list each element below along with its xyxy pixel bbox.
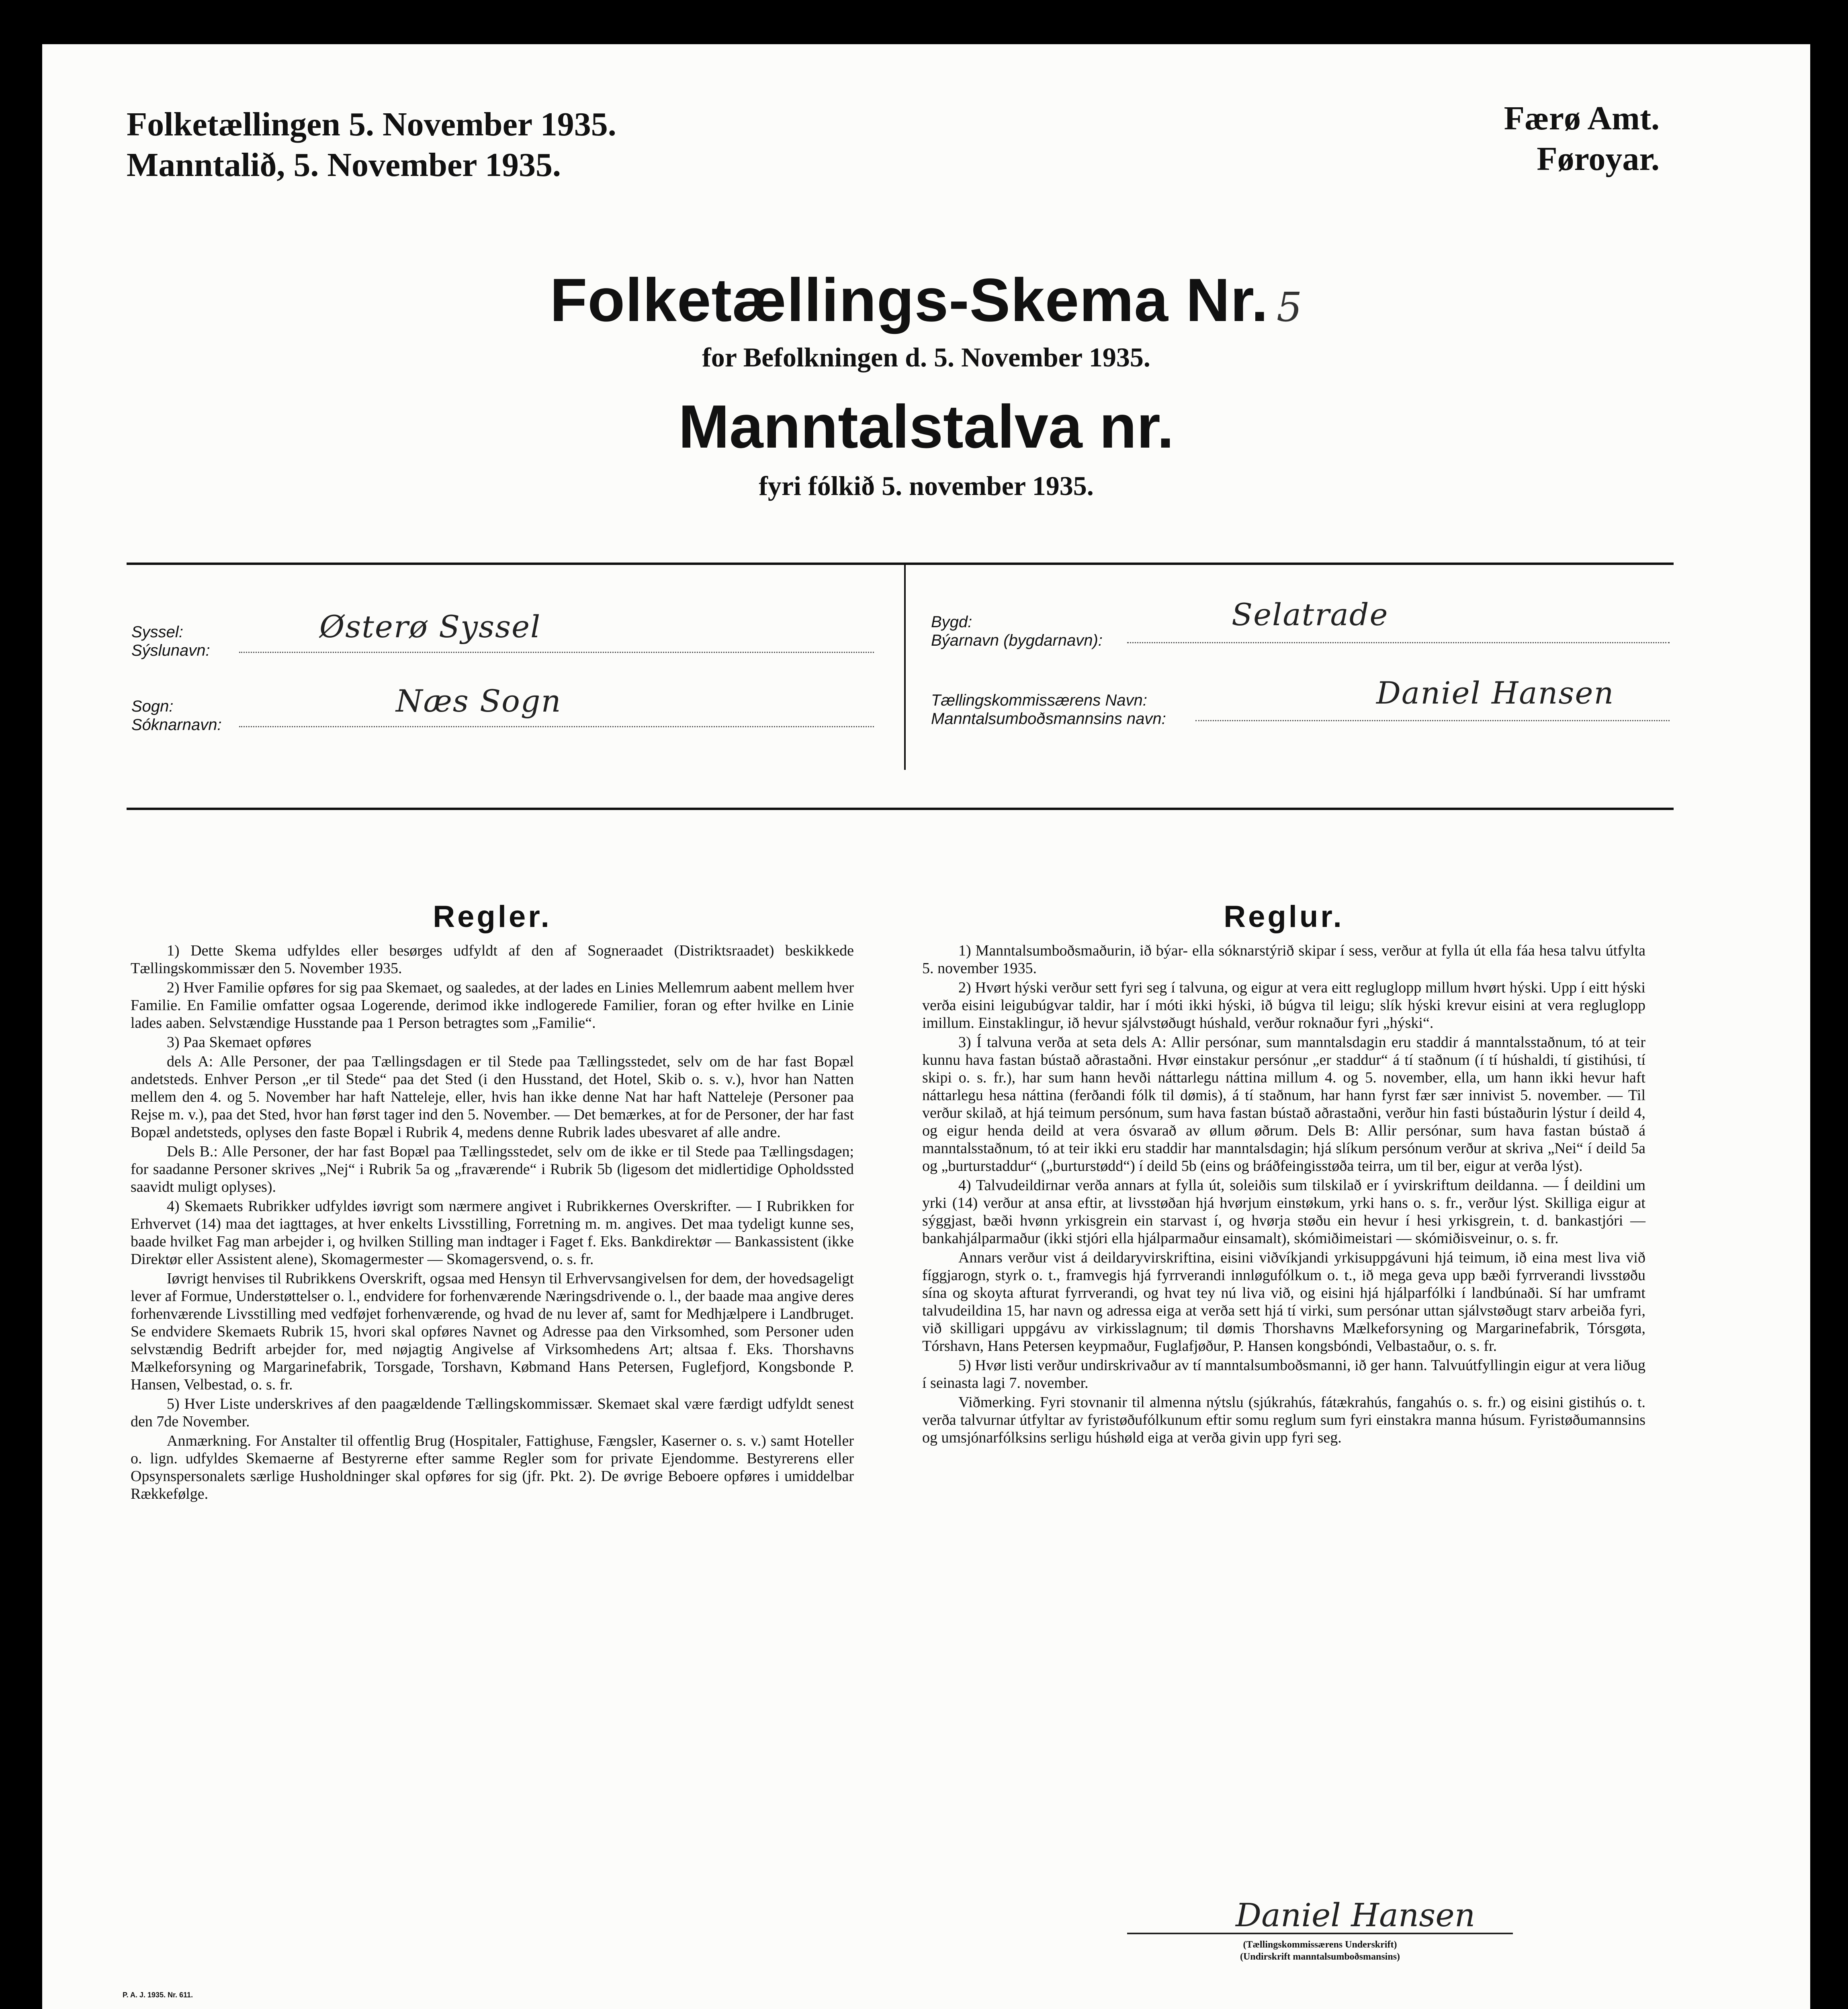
regler-paragraph: Iøvrigt henvises til Rubrikkens Overskrift, ogsaa med Hensyn til Erhvervsangivelsen for dem, der hovedsageligt lever af Formue, Understøttelser o. l., endvidere for forhenværende Næringsdrivende o. l., der baade maa angive deres forhenværende Livsstilling med vedføjet forhenværende, og hvad de nu lever af, samt for Medhjælpere i Landbruget. Se endvidere Skemaets Rubrik 15, hvori skal opføres Navnet og Adresse paa den Virksomhed, som Personer uden selvstændig Bedrift arbejder for, med nøjagtig Angivelse af Virksomhedens Art; altsaa f. Eks. Thorshavns Mælkeforsyning og Margarinefabrik, Torsgade, Torshavn, Købmand Hans Petersen, Fuglefjord, Kongsbonde P. Hansen, Velbestad, o. s. fr. (131, 1270, 854, 1393)
reglur-paragraph: 5) Hvør listi verður undirskrivaður av tí manntalsumboðsmanni, ið ger hann. Talvuútfyllingin eigur at vera liðug í seinasta lagi 7. november. (922, 1357, 1645, 1391)
regler-heading: Regler. (433, 900, 552, 934)
header-left (127, 104, 616, 186)
header-left-line1: Folketællingen 5. November 1935. (127, 106, 616, 143)
regler-paragraph: Anmærkning. For Anstalter til offentlig Brug (Hospitaler, Fattighuse, Fængsler, Kaserner o. s. v.) samt Hoteller o. lign. udfyldes Skemaerne af Bestyrerne efter samme Regler som for private Ejendomme. Bestyrerens eller Opsynspersonalets særlige Husholdninger skal opføres for sig (jfr. Pkt. 2). De øvrige Beboere opføres i umiddelbar Rækkefølge. (131, 1432, 854, 1502)
manntal-subtitle: fyri fólkið 5. november 1935. (759, 471, 1094, 501)
signature-handwritten: Daniel Hansen (1236, 1896, 1476, 1934)
header-right-line1: Færø Amt. (1504, 100, 1660, 137)
syssel-value: Østerø Syssel (319, 609, 541, 644)
regler-paragraph: Dels B.: Alle Personer, der har fast Bopæl paa Tællingsstedet, selv om de ikke er til Stede paa Tællingsdagen; for saadanne Personer skrives „Nej“ i Rubrik 5a og „fraværende“ i Rubrik 5b (ligesom det midlertidige Opholdssted saavidt muligt oplyses). (131, 1143, 854, 1195)
kommissaer-value: Daniel Hansen (1376, 675, 1615, 711)
syssel-line (239, 652, 874, 653)
regler-paragraph: 2) Hver Familie opføres for sig paa Skemaet, og saaledes, at der lades en Linies Mellemrum aabent mellem hver Familie. En Familie omfatter ogsaa Logerende, derimod ikke indlogerede Familier, foran og efter hvilke en Linie lades aaben. Selvstændige Husstande paa 1 Person betragtes som „Familie“. (131, 979, 854, 1031)
census-form-page (42, 44, 1810, 2009)
reglur-paragraph: Viðmerking. Fyri stovnanir til almenna nýtslu (sjúkrahús, fátækrahús, fangahús o. s. fr.) og eisini gistihús o. t. verða talvurnar útfyltar av fyristøðufólkunum eftir somu reglum sum fyri einstakra manna húsum. Fyristøðumannsins og umsjónarfólksins serligu húshøld eiga at verða givin upp fyri seg. (922, 1394, 1645, 1446)
schema-subtitle: for Befolkningen d. 5. November 1935. (702, 342, 1150, 372)
signature-caption: (Tællingskommissærens Underskrift) (Undirskrift manntalsumboðsmansins) (1240, 1939, 1400, 1962)
kommissaer-line (1195, 720, 1670, 721)
center-divider (904, 565, 906, 770)
signature-line (1127, 1933, 1513, 1934)
printer-mark: P. A. J. 1935. Nr. 611. (123, 1991, 193, 1999)
reglur-paragraph: 1) Manntalsumboðsmaðurin, ið býar- ella sóknarstýrið skipar í sess, verður at fylla út ella fáa hesa talvu útfylta 5. november 1935. (922, 942, 1645, 977)
regler-paragraph: dels A: Alle Personer, der paa Tællingsdagen er til Stede paa Tællingsstedet, selv om de har fast Bopæl andetsteds. Enhver Person „er til Stede“ paa det Sted (i den Husstand, det Hotel, Skib o. s. v.), hvor han Natten mellem den 4. og 5. November har haft Natteleje, eller, hvis han ikke denne Nat har haft Natteleje (Personer paa Rejse m. v.), paa det Sted, hvor han først tager ind den 5. November. — Det bemærkes, at for de Personer, der har fast Bopæl andetsteds, oplyses den faste Bopæl i Rubrik 4, medens denne Rubrik lades ubesvaret af alle andre. (131, 1053, 854, 1141)
regler-paragraph: 1) Dette Skema udfyldes eller besørges udfyldt af den af Sogneraadet (Distriktsraadet) beskikkede Tællingskommissær den 5. November 1935. (131, 942, 854, 977)
regler-paragraph: 3) Paa Skemaet opføres (167, 1034, 311, 1051)
reglur-column (922, 900, 1645, 1448)
regler-paragraph: 4) Skemaets Rubrikker udfyldes iøvrigt som nærmere angivet i Rubrikkernes Overskrifter. — I Rubrikken for Erhvervet (14) maa det iagttages, at hver enkelts Livsstilling, Forretning m. m. angives. Det maa tydeligt kunne ses, baade hvilket Fag man arbejder i, og hvilken Stilling man indtager i Faget f. Eks. Bankdirektør — Bankassistent (ikke Direktør eller Assistent alene), Skomagermester — Skomagersvend, o. s. fr. (131, 1198, 854, 1268)
sogn-line (239, 726, 874, 727)
reglur-paragraph: 4) Talvudeildirnar verða annars at fylla út, soleiðis sum tilskilað er í yvirskriftum deildanna. — Í deildini um yrki (14) verður at ansa eftir, at livsstøðan hjá hvørjum einstøkum, yrki hans o. s. fr., verður lýst. Skilliga eigur at sýggjast, bæði hvønn yrkisgrein ein starvast í, og hvørja støðu ein hevur í hesi yrkisgrein, t. d. bankastjóri — bankahjálparmaður (ikki stjóri ella hjálparmaður einsamalt), skómiðimeistari — skómiðisveinur, o. s. fr. (922, 1177, 1645, 1247)
top-rule (127, 563, 1674, 565)
kommissaer-label: Tællingskommissærens Navn: Manntalsumboðsmannsins navn: (931, 691, 1166, 728)
schema-number: 5 (1276, 284, 1303, 331)
header-right-line2: Føroyar. (1537, 140, 1660, 178)
header-right (1504, 98, 1660, 180)
sogn-label: Sogn: Sóknarnavn: (131, 698, 222, 734)
regler-paragraph: 5) Hver Liste underskrives af den paagældende Tællingskommissær. Skemaet skal være færdigt udfyldt senest den 7de November. (131, 1395, 854, 1430)
bygd-value: Selatrade (1232, 597, 1389, 632)
schema-title (42, 265, 1810, 336)
manntal-title: Manntalstalva nr. (678, 393, 1174, 461)
syssel-label: Syssel: Sýslunavn: (131, 623, 210, 659)
header-left-line2: Manntalið, 5. November 1935. (127, 146, 561, 184)
bygd-line (1127, 642, 1670, 643)
reglur-heading: Reglur. (1224, 900, 1344, 934)
reglur-paragraph: 2) Hvørt hýski verður sett fyri seg í talvuna, og eigur at vera eitt regluglopp millum hvørt hýski. Upp í eitt hýski verða eisini leigubúgvar taldir, har í móti ikki hýski, ið búgva til leigu; slík hýski krevur eisini at vera regluglopp imillum. Einstaklingur, ið hevur sjálvstøðugt húshald, verður roknaður fyri „hýski“. (922, 979, 1645, 1031)
schema-title-text: Folketællings-Skema Nr. (550, 266, 1269, 334)
bygd-label: Bygd: Býarnavn (bygdarnavn): (931, 613, 1103, 649)
reglur-paragraph: 3) Í talvuna verða at seta dels A: Allir persónar, sum manntalsdagin eru staddir á manntalsstaðnum, tó at teir kunnu hava fastan bústað aðrastaðni. Hvør einstakur persónur „er staddur“ á tí staðnum (í tí húshaldi, tí gistihúsi, tí skipi o. s. fr.), har sum hann hevði náttarlegu náttina millum 4. og 5. november, ella, um hann ikki hevur haft náttarlegu hesa náttina (ferðandi fólk til dømis), á tí staðnum, har hann fyrst fær sær innivist 5. november. — Til verður skilað, at hjá teimum persónum, sum hava fastan bústað aðrastaðni, verður hin fasti bústaðurin lýstur í deild 4, og eigur henda deild at vera ósvarað av øllum øðrum. Dels B: Allir persónar, sum hava fastan bústað á manntalsstaðnum, tó at teir ikki eru staddir har manntalsdagin; hjá slíkum persónum verður at skriva „Nei“ í deild 5a og „burturstaddur“ („burturstødd“) í deild 5b (eins og bráðfeingisstøða teirra, um til ber, eigur at verða lýst). (922, 1034, 1645, 1174)
sogn-value: Næs Sogn (396, 683, 562, 719)
bottom-rule (127, 808, 1674, 810)
reglur-paragraph: Annars verður vist á deildaryvirskriftina, eisini viðvíkjandi yrkisuppgávuni hjá teimum, ið eina mest liva við fíggjarogn, styrk o. t., framvegis hjá fyrrverandi innløgufólkum o. t., ið mega geva upp bæði fyrrverandi livsstøðu sína og skoyta afturat fyrrverandi, og hvat tey nú liva við, og eisini hjá hjálparfólki í landbúnaði. Sí har umframt talvudeildina 15, har navn og adressa eiga at verða sett hjá tí virki, sum persónar uttan sjálvstøðugt starv arbeiða fyri, við skilligari uppgávu av virkisslagnum; til dømis Thorshavns Mælkeforsyning og Margarinefabrik, Tórsgøta, Tórshavn, Hans Petersen keypmaður, Fuglafjøður, P. Hansen kongsbóndi, Velbastaður, o. s. fr. (922, 1249, 1645, 1354)
regler-column (131, 900, 854, 1504)
